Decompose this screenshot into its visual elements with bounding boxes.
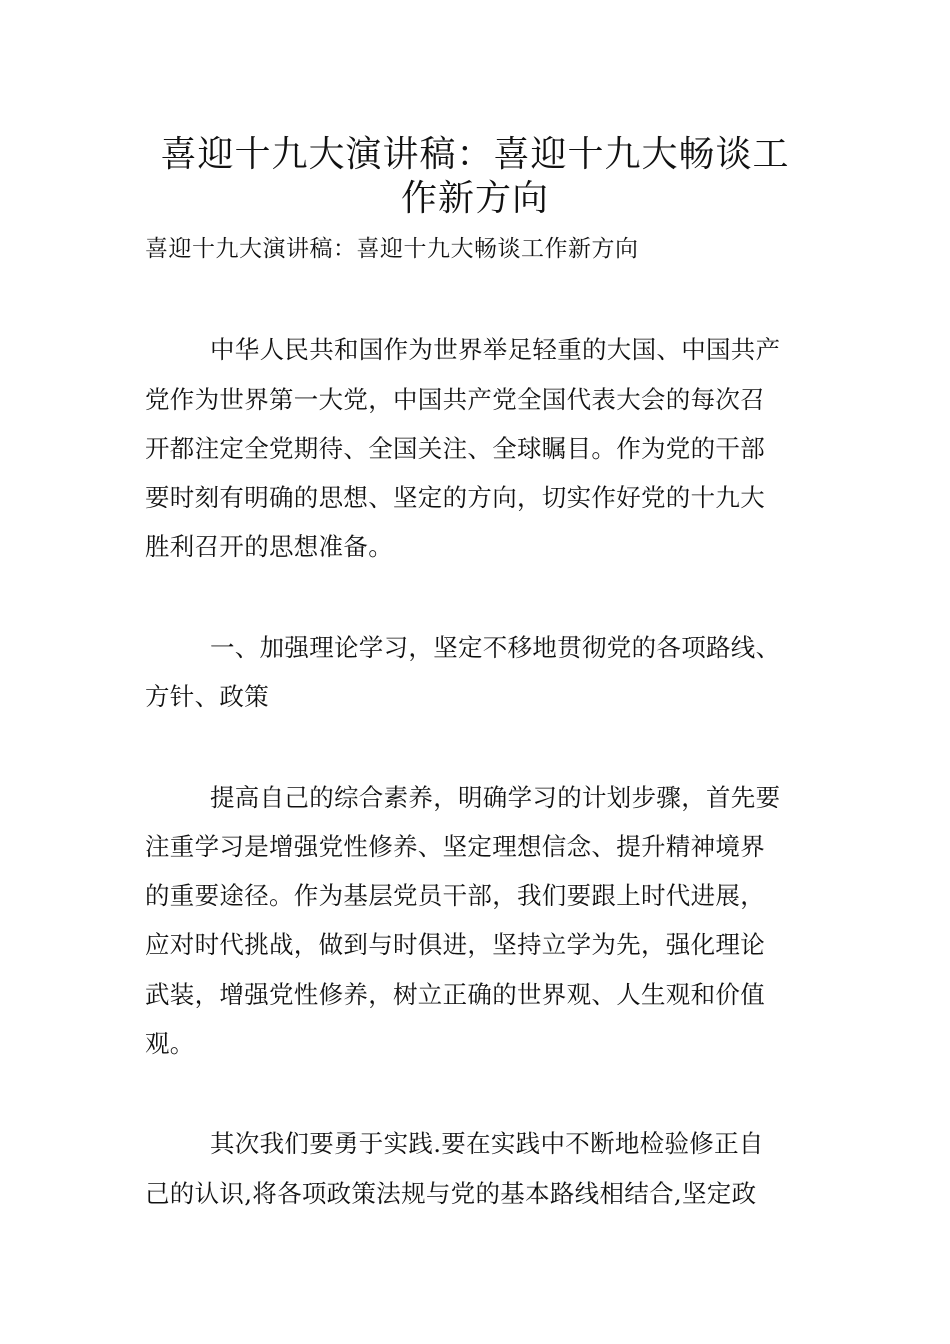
section-heading-line-1: 一、加强理论学习，坚定不移地贯彻党的各项路线、	[210, 633, 781, 662]
paragraph-3-line-4: 应对时代挑战，做到与时俱进，坚持立学为先，强化理论	[145, 930, 765, 959]
paragraph-4-line-1: 其次我们要勇于实践.要在实践中不断地检验修正自	[210, 1129, 764, 1158]
paragraph-1-line-2: 党作为世界第一大党，中国共产党全国代表大会的每次召	[145, 385, 765, 414]
paragraph-1-line-3: 开都注定全党期待、全国关注、全球瞩目。作为党的干部	[145, 434, 765, 463]
paragraph-3-line-1: 提高自己的综合素养，明确学习的计划步骤，首先要	[210, 783, 781, 812]
paragraph-3-line-6: 观。	[145, 1029, 195, 1058]
section-heading-line-2: 方针、政策	[145, 682, 269, 711]
paragraph-3-line-5: 武装，增强党性修养，树立正确的世界观、人生观和价值	[145, 980, 765, 1009]
paragraph-1-line-1: 中华人民共和国作为世界举足轻重的大国、中国共产	[210, 335, 781, 364]
paragraph-3-line-3: 的重要途径。作为基层党员干部，我们要跟上时代进展，	[145, 881, 765, 910]
paragraph-3-line-2: 注重学习是增强党性修养、坚定理想信念、提升精神境界	[145, 832, 765, 861]
paragraph-1-line-4: 要时刻有明确的思想、坚定的方向，切实作好党的十九大	[145, 483, 765, 512]
document-subtitle: 喜迎十九大演讲稿：喜迎十九大畅谈工作新方向	[145, 236, 639, 262]
paragraph-1-line-5: 胜利召开的思想准备。	[145, 532, 393, 561]
paragraph-4-line-2: 己的认识,将各项政策法规与党的基本路线相结合,坚定政	[145, 1179, 757, 1208]
document-title-line-1: 喜迎十九大演讲稿：喜迎十九大畅谈工	[160, 134, 790, 175]
document-title-line-2: 作新方向	[400, 178, 549, 219]
